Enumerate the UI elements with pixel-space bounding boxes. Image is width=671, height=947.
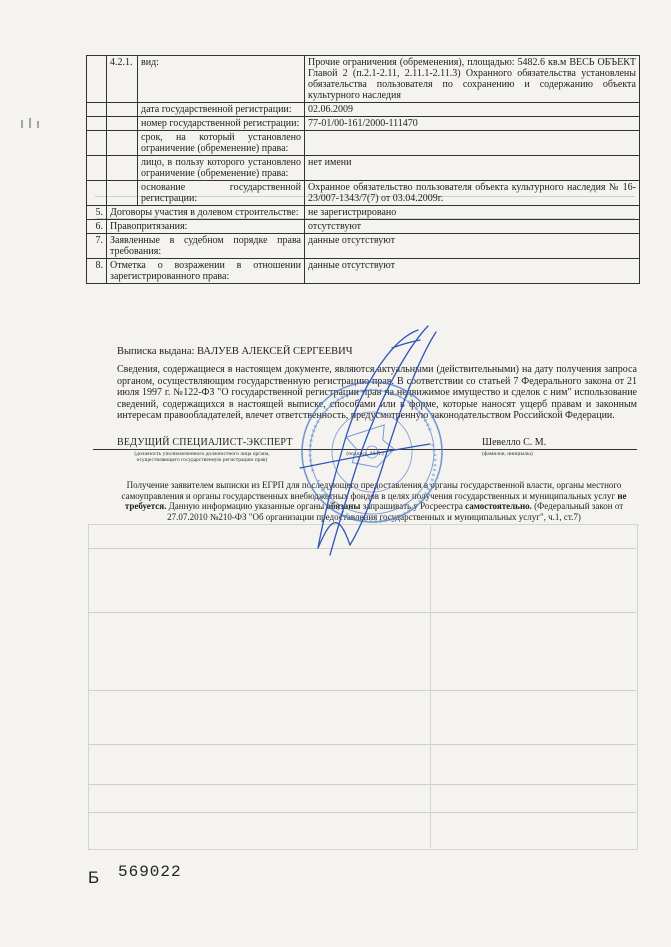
row-number — [87, 56, 107, 103]
show-through-table — [88, 524, 638, 850]
table-row — [87, 131, 640, 156]
table-row — [87, 234, 640, 259]
notice-bold: не требуется. — [124, 490, 627, 511]
row-label: основание государственной регистрации: — [138, 181, 305, 206]
row-label: вид: — [138, 56, 305, 103]
table-row — [87, 156, 640, 181]
row-label: Правопритязания: — [107, 220, 305, 234]
row-value: данные отсутствуют — [305, 234, 640, 259]
row-value: Прочие ограничения (обременения), площадью: 5482.6 кв.м ВЕСЬ ОБЪЕКТ Главой 2 (п.2.1-2.11, 2.11.1-2.11.3) Охранного обязательства установлены обязательства пользователя по сохранению и содержанию объекта культурного наследия — [305, 56, 640, 103]
table-row — [87, 181, 640, 206]
form-series: Б — [88, 868, 100, 887]
legal-paragraph: Сведения, содержащиеся в настоящем документе, являются актуальными (действительными) на дату получения запроса органом, осуществляющим государственную регистрацию прав. В соответствии со статьей 7 Федерального закона от 21 июля 1997 г. №122-ФЗ "О государственной регистрации прав на недвижимое имущество и сделок с ним" использование сведений, содержащихся в настоящей выписке, способами или в форме, которые наносят ущерб правам и законным интересам правообладателей, влечет ответственность, предусмотренную законодательством Российской Федерации. — [117, 364, 637, 421]
show-through-rule — [88, 690, 636, 691]
row-value: нет имени — [305, 156, 640, 181]
row-number: 5. — [87, 206, 107, 220]
row-label: Отметка о возражении в отношении зарегистрированного права: — [107, 259, 305, 284]
table-row — [87, 220, 640, 234]
table-row — [87, 103, 640, 117]
notice-text: (Федеральный закон от 27.07.2010 №210-ФЗ "Об организации предоставления государственных и муниципальных услуг", ч.1, ст.7) — [167, 501, 624, 522]
row-label: Заявленные в судебном порядке права требования: — [107, 234, 305, 259]
caption-position: (должность уполномоченного должностного лица органа, осуществляющего государственную регистрацию прав) — [134, 451, 270, 463]
notice-bold: обязаны — [326, 501, 361, 511]
row-label: дата государственной регистрации: — [138, 103, 305, 117]
show-through-rule — [88, 812, 636, 813]
show-through-rule — [430, 524, 431, 848]
table-row — [87, 206, 640, 220]
table-row — [87, 117, 640, 131]
notice-text: Данную информацию указанные органы — [168, 501, 325, 511]
row-value — [305, 131, 640, 156]
row-value: отсутствуют — [305, 220, 640, 234]
notice-text: запрашивать у Росреестра — [362, 501, 463, 511]
caption-name: (фамилия, инициалы) — [482, 451, 533, 457]
row-label: номер государственной регистрации: — [138, 117, 305, 131]
show-through-rule — [88, 548, 636, 549]
row-value: данные отсутствуют — [305, 259, 640, 284]
show-through-rule — [88, 744, 636, 745]
row-label: срок, на который установлено ограничение (обременение) права: — [138, 131, 305, 156]
caption-signature: (подпись, М.П.) — [346, 451, 384, 457]
show-through-rule — [88, 784, 636, 785]
form-number: 569022 — [118, 863, 182, 881]
row-label: Договоры участия в долевом строительстве: — [107, 206, 305, 220]
row-value: 77-01/00-161/2000-111470 — [305, 117, 640, 131]
notice-bold: самостоятельно. — [465, 501, 532, 511]
row-label: лицо, в пользу которого установлено ограничение (обременение) права: — [138, 156, 305, 181]
table-row — [87, 259, 640, 284]
row-number: 8. — [87, 259, 107, 284]
signatory-position: ВЕДУЩИЙ СПЕЦИАЛИСТ-ЭКСПЕРТ — [117, 437, 293, 448]
restrictions-table — [86, 55, 640, 284]
row-number: 7. — [87, 234, 107, 259]
table-row — [87, 56, 640, 103]
signatory-name: Шевелло С. М. — [482, 437, 547, 448]
row-value: не зарегистрировано — [305, 206, 640, 220]
notice-text: Получение заявителем выписки из ЕГРП для последующего предоставления в органы государственной власти, органы местного самоуправления и органы государственных внебюджетных фондов в целях получения государственных и муниципальных услуг — [121, 480, 622, 501]
row-value: Охранное обязательство пользователя объекта культурного наследия № 16-23/007-1343/7(7) от 03.04.2009г. — [305, 181, 640, 206]
row-number: 6. — [87, 220, 107, 234]
row-subnumber: 4.2.1. — [107, 56, 138, 103]
show-through-rule — [88, 612, 636, 613]
notice — [108, 480, 640, 522]
row-value: 02.06.2009 — [305, 103, 640, 117]
issued-to: Выписка выдана: ВАЛУЕВ АЛЕКСЕЙ СЕРГЕЕВИЧ — [117, 346, 353, 357]
signature-line — [93, 449, 637, 450]
